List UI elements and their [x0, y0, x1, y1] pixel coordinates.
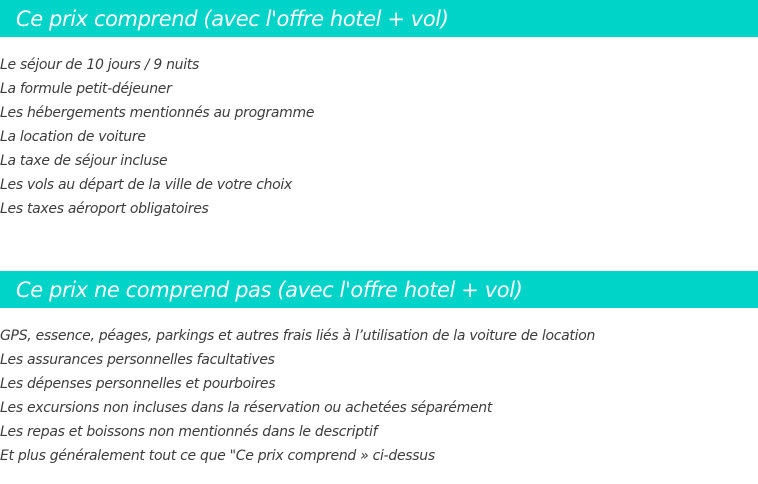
list-item: Les taxes aéroport obligatoires — [0, 201, 209, 217]
included-items-list — [0, 53, 314, 221]
list-item: La taxe de séjour incluse — [0, 153, 168, 169]
included-section-title: Ce prix comprend (avec l'offre hotel + vol) — [16, 6, 449, 31]
excluded-section-header — [0, 271, 758, 308]
list-item: Les dépenses personnelles et pourboires — [0, 376, 276, 392]
list-item: Et plus généralement tout ce que "Ce prix comprend » ci-dessus — [0, 448, 435, 464]
list-item: Les hébergements mentionnés au programme — [0, 105, 315, 121]
list-item: La formule petit-déjeuner — [0, 81, 172, 97]
list-item: Les excursions non incluses dans la réservation ou achetées séparément — [0, 400, 493, 416]
list-item: La location de voiture — [0, 129, 146, 145]
list-item: GPS, essence, péages, parkings et autres frais liés à l’utilisation de la voiture de location — [0, 328, 596, 344]
excluded-items-list — [0, 324, 595, 468]
list-item: Le séjour de 10 jours / 9 nuits — [0, 57, 199, 73]
list-item: Les assurances personnelles facultatives — [0, 352, 275, 368]
excluded-section-title: Ce prix ne comprend pas (avec l'offre hotel + vol) — [16, 277, 523, 302]
list-item: Les vols au départ de la ville de votre choix — [0, 177, 293, 193]
list-item: Les repas et boissons non mentionnés dans le descriptif — [0, 424, 378, 440]
included-section-header — [0, 0, 758, 37]
